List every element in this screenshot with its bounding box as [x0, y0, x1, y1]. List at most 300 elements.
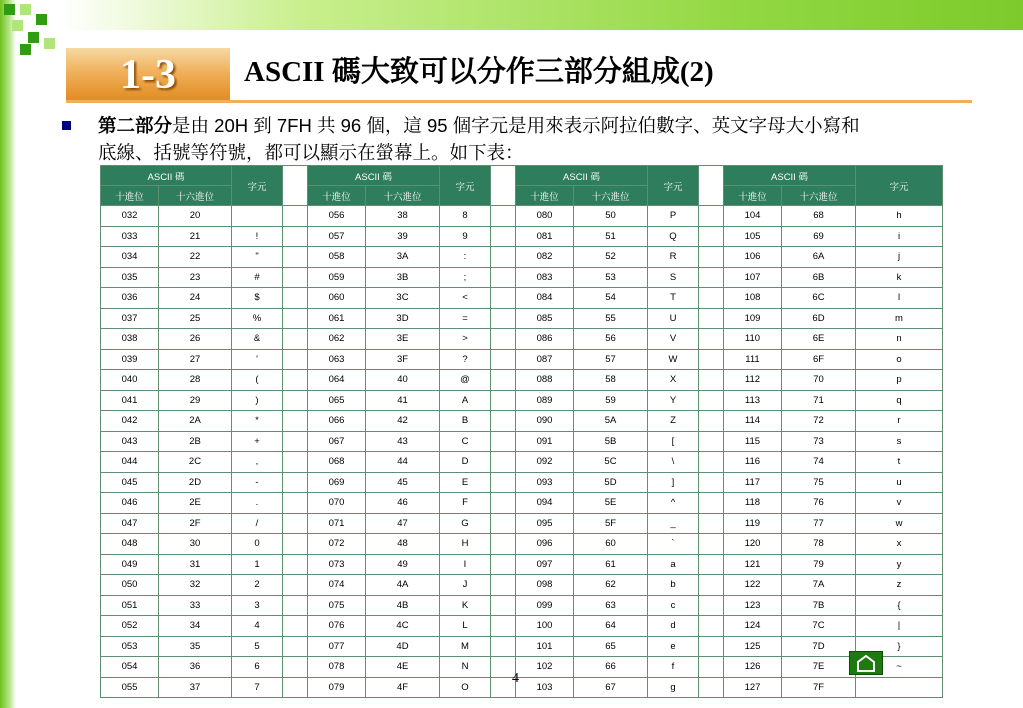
hex-cell: 68: [782, 206, 856, 227]
hex-cell: 31: [159, 554, 232, 575]
table-gap-cell: [699, 677, 724, 698]
char-cell: b: [648, 575, 699, 596]
decimal-cell: 087: [516, 349, 574, 370]
decimal-cell: 057: [308, 226, 366, 247]
char-cell: H: [440, 534, 491, 555]
decimal-cell: 078: [308, 657, 366, 678]
hex-cell: 5D: [574, 472, 648, 493]
table-gap-cell: [491, 575, 516, 596]
decimal-cell: 118: [724, 493, 782, 514]
hex-cell: 77: [782, 513, 856, 534]
table-gap-cell: [283, 206, 308, 227]
table-gap-cell: [699, 247, 724, 268]
table-gap-cell: [699, 534, 724, 555]
char-cell: w: [856, 513, 943, 534]
ascii-table: [100, 165, 943, 698]
char-cell: X: [648, 370, 699, 391]
hex-cell: 21: [159, 226, 232, 247]
paragraph-text-line2: 底線、括號等符號，都可以顯示在螢幕上。如下表：: [98, 142, 524, 163]
home-button[interactable]: [849, 651, 883, 675]
char-column-header: 字元: [440, 166, 491, 206]
table-row: [101, 247, 943, 268]
char-cell: V: [648, 329, 699, 350]
decorative-top-bar: [60, 0, 1023, 30]
table-subheader-row: [101, 186, 943, 206]
char-cell: Q: [648, 226, 699, 247]
char-column-header: 字元: [648, 166, 699, 206]
char-cell: A: [440, 390, 491, 411]
char-cell: u: [856, 472, 943, 493]
char-cell: D: [440, 452, 491, 473]
table-gap-cell: [491, 329, 516, 350]
slide-number-badge: 1-3: [66, 48, 230, 102]
hex-cell: 48: [366, 534, 440, 555]
hex-cell: 4D: [366, 636, 440, 657]
table-gap-cell: [283, 247, 308, 268]
char-cell: i: [856, 226, 943, 247]
hex-cell: 38: [366, 206, 440, 227]
decimal-column-header: 十進位: [101, 186, 159, 206]
char-cell: z: [856, 575, 943, 596]
hex-cell: 58: [574, 370, 648, 391]
char-cell: j: [856, 247, 943, 268]
hex-cell: 6B: [782, 267, 856, 288]
char-cell: [: [648, 431, 699, 452]
decorative-left-bar: [0, 0, 16, 708]
char-cell: s: [856, 431, 943, 452]
decimal-cell: 049: [101, 554, 159, 575]
decimal-cell: 082: [516, 247, 574, 268]
decimal-cell: 071: [308, 513, 366, 534]
decimal-cell: 093: [516, 472, 574, 493]
char-cell: &: [232, 329, 283, 350]
table-gap-cell: [491, 554, 516, 575]
decimal-cell: 074: [308, 575, 366, 596]
decimal-cell: 046: [101, 493, 159, 514]
decimal-cell: 033: [101, 226, 159, 247]
hex-cell: 76: [782, 493, 856, 514]
decimal-cell: 114: [724, 411, 782, 432]
table-gap-cell: [491, 513, 516, 534]
body-paragraph: [98, 112, 968, 166]
hex-cell: 59: [574, 390, 648, 411]
char-cell: ,: [232, 452, 283, 473]
hex-cell: 6F: [782, 349, 856, 370]
table-gap-cell: [699, 636, 724, 657]
decimal-cell: 115: [724, 431, 782, 452]
table-gap-cell: [491, 288, 516, 309]
hex-cell: 44: [366, 452, 440, 473]
ascii-code-header: ASCII 碼: [724, 166, 856, 186]
table-gap-cell: [491, 411, 516, 432]
table-gap-cell: [491, 370, 516, 391]
char-cell: C: [440, 431, 491, 452]
table-row: [101, 493, 943, 514]
decimal-cell: 104: [724, 206, 782, 227]
table-gap-cell: [491, 166, 516, 206]
table-gap-cell: [283, 308, 308, 329]
hex-cell: 3A: [366, 247, 440, 268]
char-cell: ": [232, 247, 283, 268]
decimal-cell: 090: [516, 411, 574, 432]
hex-cell: 7A: [782, 575, 856, 596]
hex-cell: 27: [159, 349, 232, 370]
hex-cell: 66: [574, 657, 648, 678]
decimal-cell: 091: [516, 431, 574, 452]
table-row: [101, 616, 943, 637]
char-cell: .: [232, 493, 283, 514]
decimal-cell: 096: [516, 534, 574, 555]
char-cell: q: [856, 390, 943, 411]
hex-cell: 6C: [782, 288, 856, 309]
table-gap-cell: [699, 308, 724, 329]
table-gap-cell: [699, 370, 724, 391]
char-cell: F: [440, 493, 491, 514]
decimal-cell: 054: [101, 657, 159, 678]
table-gap-cell: [491, 247, 516, 268]
char-cell: x: [856, 534, 943, 555]
hex-cell: 4C: [366, 616, 440, 637]
char-cell: $: [232, 288, 283, 309]
decorative-square: [4, 4, 15, 15]
table-gap-cell: [283, 166, 308, 206]
hex-cell: 56: [574, 329, 648, 350]
hex-cell: 63: [574, 595, 648, 616]
decimal-cell: 125: [724, 636, 782, 657]
table-gap-cell: [283, 411, 308, 432]
decimal-cell: 056: [308, 206, 366, 227]
hex-cell: 3F: [366, 349, 440, 370]
decimal-cell: 040: [101, 370, 159, 391]
decimal-cell: 085: [516, 308, 574, 329]
table-gap-cell: [283, 493, 308, 514]
char-cell: l: [856, 288, 943, 309]
hex-cell: 7B: [782, 595, 856, 616]
decorative-square: [20, 44, 31, 55]
bullet-square-icon: [62, 121, 71, 130]
table-row: [101, 206, 943, 227]
decimal-cell: 064: [308, 370, 366, 391]
hex-cell: 7D: [782, 636, 856, 657]
table-row: [101, 677, 943, 698]
char-cell: r: [856, 411, 943, 432]
hex-cell: 5A: [574, 411, 648, 432]
hex-cell: 62: [574, 575, 648, 596]
hex-cell: 3C: [366, 288, 440, 309]
hex-cell: 47: [366, 513, 440, 534]
decimal-cell: 032: [101, 206, 159, 227]
char-cell: ]: [648, 472, 699, 493]
char-cell: v: [856, 493, 943, 514]
decimal-cell: 063: [308, 349, 366, 370]
hex-cell: 35: [159, 636, 232, 657]
decimal-cell: 120: [724, 534, 782, 555]
decimal-cell: 112: [724, 370, 782, 391]
decimal-cell: 119: [724, 513, 782, 534]
decorative-square: [44, 38, 55, 49]
char-cell: -: [232, 472, 283, 493]
hex-cell: 40: [366, 370, 440, 391]
char-cell: %: [232, 308, 283, 329]
char-column-header: 字元: [856, 166, 943, 206]
decimal-cell: 042: [101, 411, 159, 432]
char-cell: Z: [648, 411, 699, 432]
decimal-cell: 116: [724, 452, 782, 473]
table-gap-cell: [491, 595, 516, 616]
hex-cell: 50: [574, 206, 648, 227]
ascii-code-header: ASCII 碼: [516, 166, 648, 186]
decimal-cell: 117: [724, 472, 782, 493]
hex-cell: 36: [159, 657, 232, 678]
hex-cell: 5C: [574, 452, 648, 473]
decimal-cell: 075: [308, 595, 366, 616]
table-gap-cell: [699, 267, 724, 288]
table-gap-cell: [283, 329, 308, 350]
char-cell: J: [440, 575, 491, 596]
hex-cell: 28: [159, 370, 232, 391]
hex-cell: 2A: [159, 411, 232, 432]
table-gap-cell: [699, 472, 724, 493]
decimal-cell: 068: [308, 452, 366, 473]
char-cell: [232, 206, 283, 227]
table-gap-cell: [283, 554, 308, 575]
decimal-cell: 079: [308, 677, 366, 698]
char-cell: #: [232, 267, 283, 288]
table-gap-cell: [699, 206, 724, 227]
hex-cell: 32: [159, 575, 232, 596]
table-row: [101, 452, 943, 473]
table-row: [101, 595, 943, 616]
hex-cell: 4F: [366, 677, 440, 698]
decimal-cell: 111: [724, 349, 782, 370]
char-cell: 3: [232, 595, 283, 616]
decimal-cell: 055: [101, 677, 159, 698]
table-gap-cell: [699, 595, 724, 616]
decimal-cell: 097: [516, 554, 574, 575]
char-cell: I: [440, 554, 491, 575]
decimal-cell: 077: [308, 636, 366, 657]
char-cell: S: [648, 267, 699, 288]
decimal-cell: 053: [101, 636, 159, 657]
decimal-column-header: 十進位: [516, 186, 574, 206]
table-row: [101, 513, 943, 534]
decimal-cell: 052: [101, 616, 159, 637]
table-gap-cell: [283, 677, 308, 698]
char-cell: n: [856, 329, 943, 350]
char-cell: ?: [440, 349, 491, 370]
char-cell: +: [232, 431, 283, 452]
decimal-cell: 083: [516, 267, 574, 288]
decimal-cell: 045: [101, 472, 159, 493]
decimal-cell: 092: [516, 452, 574, 473]
decimal-cell: 047: [101, 513, 159, 534]
table-row: [101, 431, 943, 452]
char-cell: f: [648, 657, 699, 678]
char-cell: _: [648, 513, 699, 534]
ascii-code-header: ASCII 碼: [308, 166, 440, 186]
decimal-cell: 088: [516, 370, 574, 391]
table-row: [101, 472, 943, 493]
hex-cell: 3D: [366, 308, 440, 329]
hex-cell: 42: [366, 411, 440, 432]
decorative-square: [12, 20, 23, 31]
hex-cell: 46: [366, 493, 440, 514]
table-gap-cell: [491, 349, 516, 370]
decimal-column-header: 十進位: [724, 186, 782, 206]
decorative-square: [36, 14, 47, 25]
table-gap-cell: [491, 636, 516, 657]
hex-cell: 52: [574, 247, 648, 268]
char-cell: ^: [648, 493, 699, 514]
decimal-cell: 084: [516, 288, 574, 309]
decimal-cell: 095: [516, 513, 574, 534]
table-gap-cell: [283, 390, 308, 411]
char-cell: <: [440, 288, 491, 309]
hex-cell: 70: [782, 370, 856, 391]
table-gap-cell: [283, 349, 308, 370]
table-gap-cell: [283, 370, 308, 391]
char-cell: ': [232, 349, 283, 370]
table-gap-cell: [699, 349, 724, 370]
table-gap-cell: [283, 513, 308, 534]
decimal-cell: 035: [101, 267, 159, 288]
decimal-cell: 105: [724, 226, 782, 247]
decimal-cell: 036: [101, 288, 159, 309]
char-cell: Y: [648, 390, 699, 411]
decimal-cell: 073: [308, 554, 366, 575]
table-gap-cell: [283, 595, 308, 616]
char-cell: k: [856, 267, 943, 288]
decimal-cell: 065: [308, 390, 366, 411]
decimal-cell: 122: [724, 575, 782, 596]
table-row: [101, 226, 943, 247]
hex-cell: 5E: [574, 493, 648, 514]
table-gap-cell: [491, 493, 516, 514]
title-underline: [66, 100, 972, 103]
decimal-cell: 037: [101, 308, 159, 329]
table-gap-cell: [491, 226, 516, 247]
char-cell: 6: [232, 657, 283, 678]
table-header-row: [101, 166, 943, 186]
char-cell: !: [232, 226, 283, 247]
hex-cell: 49: [366, 554, 440, 575]
hex-cell: 39: [366, 226, 440, 247]
hex-column-header: 十六進位: [159, 186, 232, 206]
table-row: [101, 349, 943, 370]
hex-cell: 29: [159, 390, 232, 411]
decimal-cell: 109: [724, 308, 782, 329]
table-gap-cell: [699, 493, 724, 514]
hex-cell: 79: [782, 554, 856, 575]
decimal-cell: 102: [516, 657, 574, 678]
char-cell: E: [440, 472, 491, 493]
char-cell: 7: [232, 677, 283, 698]
char-cell: t: [856, 452, 943, 473]
table-gap-cell: [491, 452, 516, 473]
char-cell: R: [648, 247, 699, 268]
hex-cell: 75: [782, 472, 856, 493]
decimal-cell: 123: [724, 595, 782, 616]
char-cell: 1: [232, 554, 283, 575]
char-cell: U: [648, 308, 699, 329]
hex-cell: 33: [159, 595, 232, 616]
char-cell: p: [856, 370, 943, 391]
char-cell: }: [856, 636, 943, 657]
decimal-cell: 103: [516, 677, 574, 698]
decimal-column-header: 十進位: [308, 186, 366, 206]
table-gap-cell: [699, 616, 724, 637]
table-gap-cell: [491, 308, 516, 329]
hex-cell: 4E: [366, 657, 440, 678]
hex-column-header: 十六進位: [782, 186, 856, 206]
char-cell: @: [440, 370, 491, 391]
char-cell: O: [440, 677, 491, 698]
decimal-cell: 108: [724, 288, 782, 309]
table-gap-cell: [699, 657, 724, 678]
hex-cell: 53: [574, 267, 648, 288]
char-cell: ): [232, 390, 283, 411]
decimal-cell: 089: [516, 390, 574, 411]
hex-cell: 24: [159, 288, 232, 309]
table-gap-cell: [283, 657, 308, 678]
table-gap-cell: [699, 431, 724, 452]
table-row: [101, 370, 943, 391]
hex-cell: 71: [782, 390, 856, 411]
table-gap-cell: [699, 288, 724, 309]
decimal-cell: 043: [101, 431, 159, 452]
char-cell: P: [648, 206, 699, 227]
hex-cell: 51: [574, 226, 648, 247]
hex-cell: 23: [159, 267, 232, 288]
home-icon: [850, 652, 882, 674]
decimal-cell: 086: [516, 329, 574, 350]
table-gap-cell: [491, 431, 516, 452]
decimal-cell: 126: [724, 657, 782, 678]
hex-cell: 45: [366, 472, 440, 493]
char-cell: 8: [440, 206, 491, 227]
hex-column-header: 十六進位: [366, 186, 440, 206]
paragraph-bold-lead: 第二部分: [98, 115, 173, 136]
hex-cell: 2F: [159, 513, 232, 534]
decimal-cell: 041: [101, 390, 159, 411]
table-gap-cell: [699, 226, 724, 247]
decimal-cell: 106: [724, 247, 782, 268]
table-row: [101, 575, 943, 596]
decimal-cell: 101: [516, 636, 574, 657]
char-cell: `: [648, 534, 699, 555]
hex-cell: 7F: [782, 677, 856, 698]
char-cell: N: [440, 657, 491, 678]
hex-cell: 3B: [366, 267, 440, 288]
table-row: [101, 411, 943, 432]
hex-cell: 6D: [782, 308, 856, 329]
hex-cell: 55: [574, 308, 648, 329]
decimal-cell: 099: [516, 595, 574, 616]
table-gap-cell: [491, 390, 516, 411]
decimal-cell: 067: [308, 431, 366, 452]
decimal-cell: 113: [724, 390, 782, 411]
table-gap-cell: [491, 472, 516, 493]
decimal-cell: 069: [308, 472, 366, 493]
char-cell: 0: [232, 534, 283, 555]
decimal-cell: 098: [516, 575, 574, 596]
decimal-cell: 081: [516, 226, 574, 247]
decimal-cell: 048: [101, 534, 159, 555]
decimal-cell: 034: [101, 247, 159, 268]
decimal-cell: 121: [724, 554, 782, 575]
hex-column-header: 十六進位: [574, 186, 648, 206]
table-gap-cell: [699, 452, 724, 473]
